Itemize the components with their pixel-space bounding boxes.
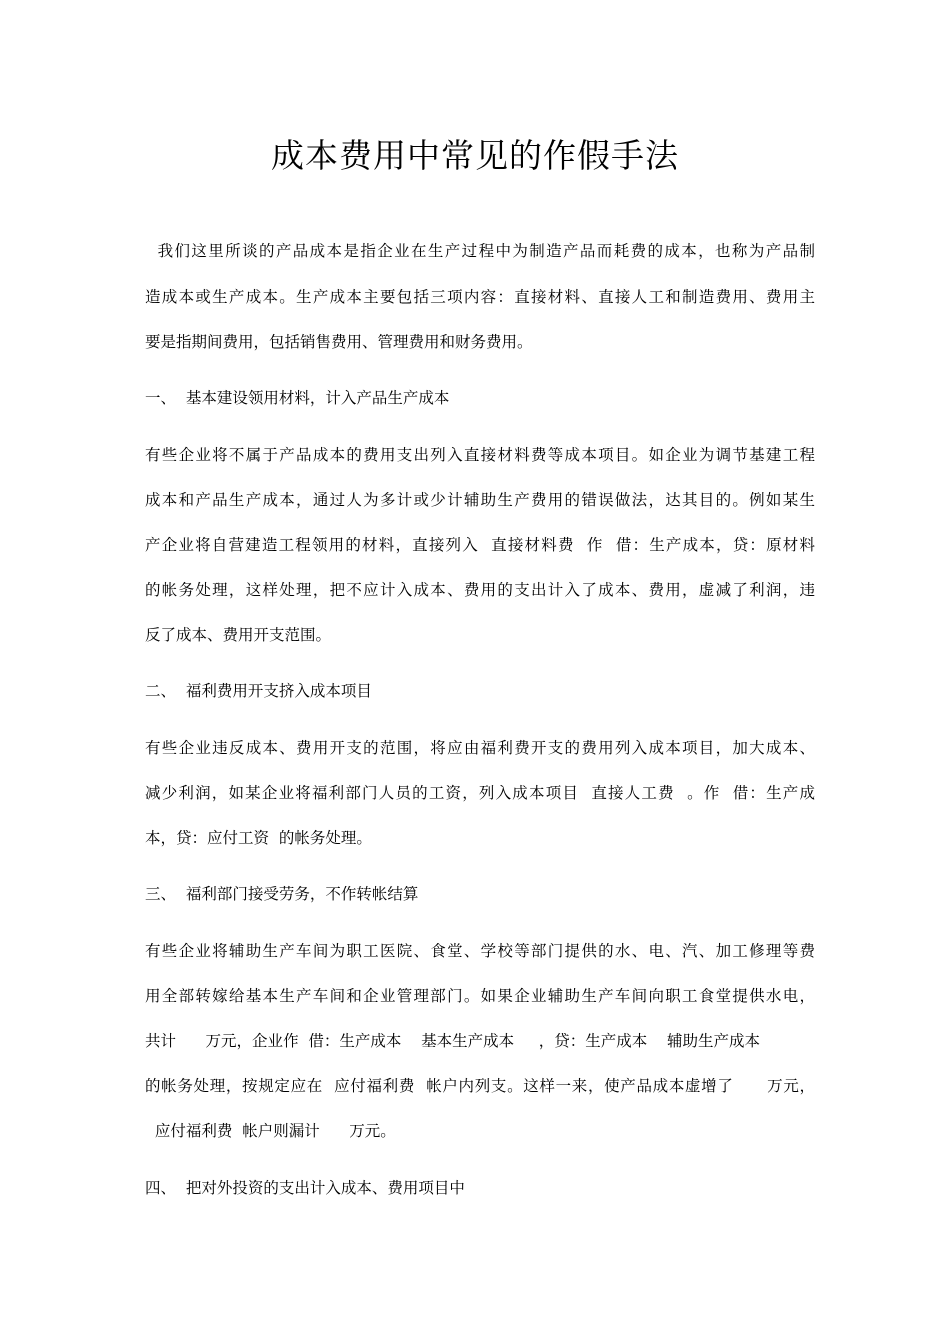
paragraph-line: 成本和产品生产成本，通过人为多计或少计辅助生产费用的错误做法，达其目的。例如某生: [145, 491, 815, 509]
paragraph-line: 造成本或生产成本。生产成本主要包括三项内容：直接材料、直接人工和制造费用、费用主: [145, 288, 815, 306]
section-heading: 四、 把对外投资的支出计入成本、费用项目中: [145, 1179, 465, 1197]
paragraph-line: 有些企业将不属于产品成本的费用支出列入直接材料费等成本项目。如企业为调节基建工程: [145, 446, 815, 464]
section-heading: 二、 福利费用开支挤入成本项目: [145, 682, 372, 700]
section-heading: 一、 基本建设领用材料，计入产品生产成本: [145, 389, 450, 407]
paragraph-line: 要是指期间费用，包括销售费用、管理费用和财务费用。: [145, 333, 533, 351]
paragraph-line: 减少利润，如某企业将福利部门人员的工资，列入成本项目 直接人工费 。作 借：生产成: [145, 784, 815, 802]
section-heading: 三、 福利部门接受劳务，不作转帐结算: [145, 885, 419, 903]
paragraph-line: 本，贷：应付工资 的帐务处理。: [145, 829, 372, 847]
paragraph-line: 共计 万元，企业作 借：生产成本 基本生产成本 ，贷：生产成本 辅助生产成本: [145, 1032, 760, 1050]
paragraph-line: 我们这里所谈的产品成本是指企业在生产过程中为制造产品而耗费的成本，也称为产品制: [145, 242, 815, 260]
paragraph-line: 应付福利费 帐户则漏计 万元。: [145, 1122, 396, 1140]
paragraph-line: 有些企业违反成本、费用开支的范围，将应由福利费开支的费用列入成本项目，加大成本、: [145, 739, 815, 757]
paragraph-line: 用全部转嫁给基本生产车间和企业管理部门。如果企业辅助生产车间向职工食堂提供水电，: [145, 987, 815, 1005]
paragraph-line: 反了成本、费用开支范围。: [145, 626, 332, 644]
paragraph-line: 的帐务处理，按规定应在 应付福利费 帐户内列支。这样一来，使产品成本虚增了 万元，: [145, 1077, 815, 1095]
paragraph-line: 产企业将自营建造工程领用的材料，直接列入 直接材料费 作 借：生产成本，贷：原材料: [145, 536, 815, 554]
paragraph-line: 的帐务处理，这样处理，把不应计入成本、费用的支出计入了成本、费用，虚减了利润，违: [145, 581, 815, 599]
paragraph-line: 有些企业将辅助生产车间为职工医院、食堂、学校等部门提供的水、电、汽、加工修理等费: [145, 942, 815, 960]
document-title: 成本费用中常见的作假手法: [271, 136, 679, 175]
